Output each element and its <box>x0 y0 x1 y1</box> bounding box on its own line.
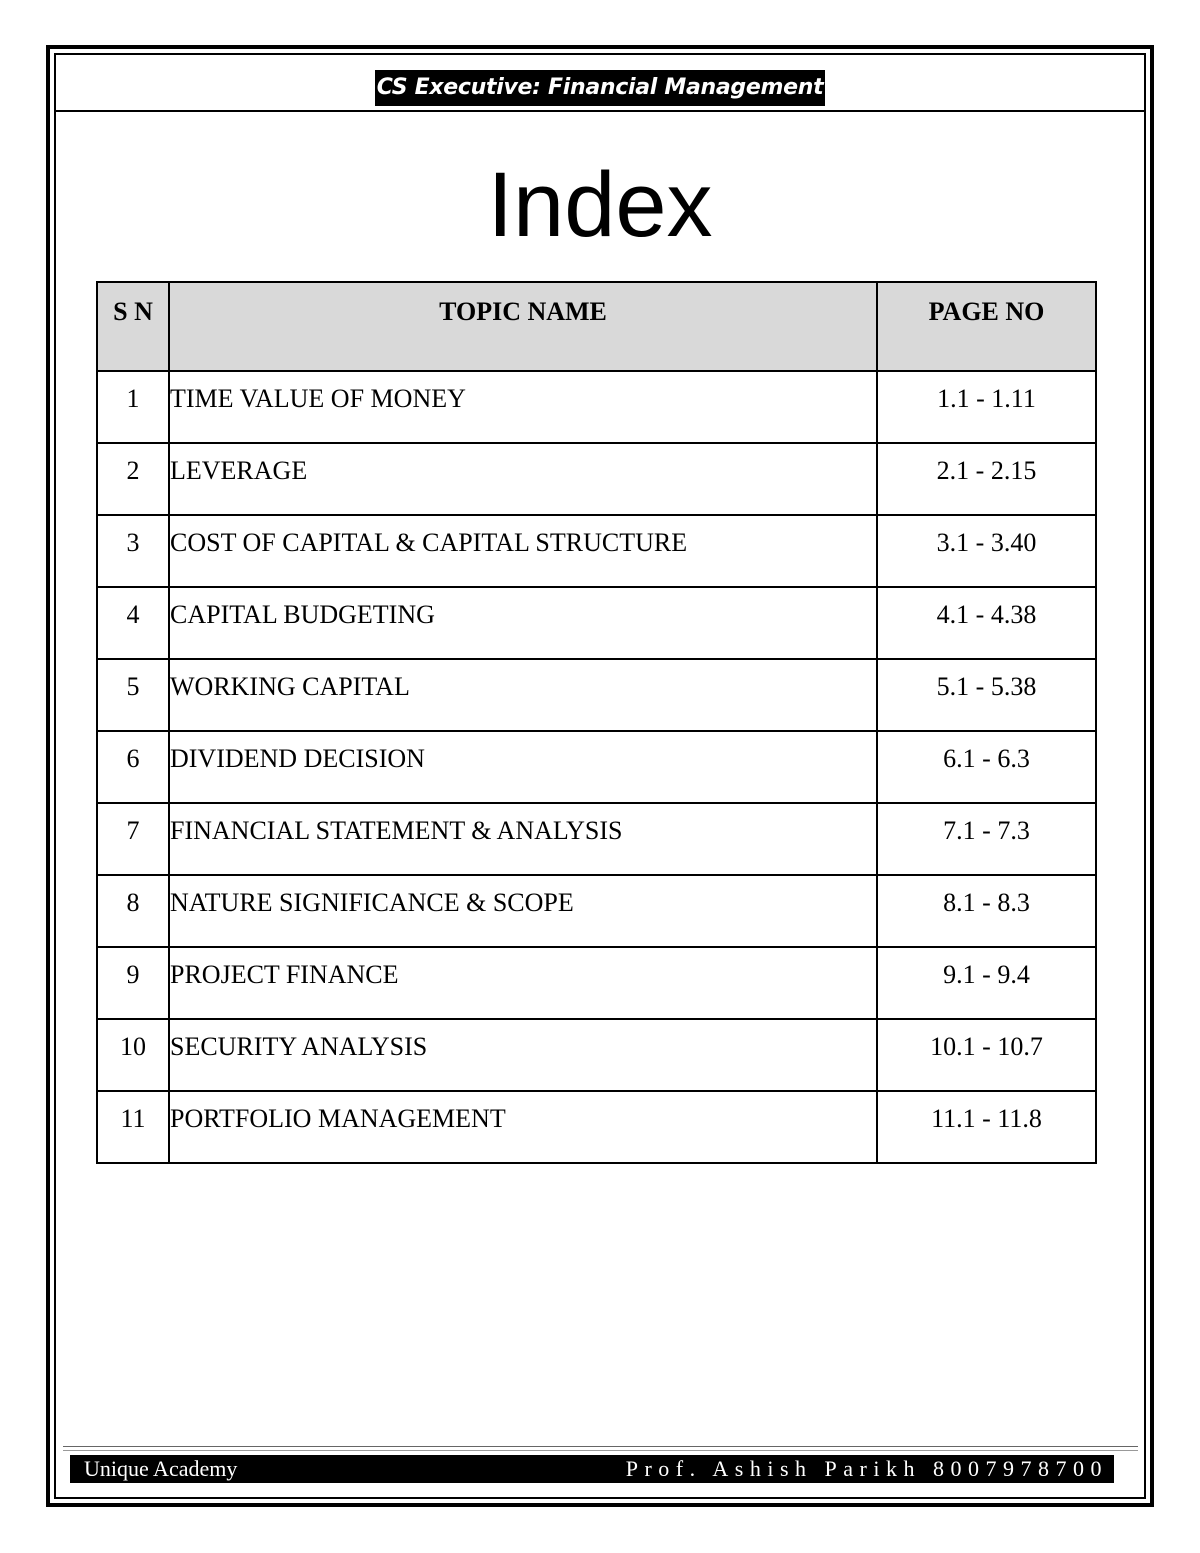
footer-academy-name: Unique Academy <box>84 1456 238 1481</box>
table-row <box>97 803 1096 875</box>
row-sn: 8 <box>97 875 169 947</box>
row-topic: FINANCIAL STATEMENT & ANALYSIS <box>169 803 877 875</box>
row-page: 5.1 - 5.38 <box>877 659 1096 731</box>
page-title: Index <box>487 154 713 256</box>
row-page: 3.1 - 3.40 <box>877 515 1096 587</box>
row-sn: 6 <box>97 731 169 803</box>
row-topic: TIME VALUE OF MONEY <box>169 371 877 443</box>
table-row <box>97 659 1096 731</box>
footer-divider-secondary <box>63 1450 1138 1451</box>
row-sn: 4 <box>97 587 169 659</box>
row-topic: WORKING CAPITAL <box>169 659 877 731</box>
table-row <box>97 947 1096 1019</box>
header-divider <box>55 110 1145 112</box>
row-page: 8.1 - 8.3 <box>877 875 1096 947</box>
running-header <box>0 70 1200 106</box>
table-row <box>97 1019 1096 1091</box>
table-header-row <box>97 282 1096 371</box>
row-page: 11.1 - 11.8 <box>877 1091 1096 1163</box>
row-topic: CAPITAL BUDGETING <box>169 587 877 659</box>
table-row <box>97 731 1096 803</box>
row-page: 2.1 - 2.15 <box>877 443 1096 515</box>
row-topic: PROJECT FINANCE <box>169 947 877 1019</box>
row-topic: COST OF CAPITAL & CAPITAL STRUCTURE <box>169 515 877 587</box>
row-page: 4.1 - 4.38 <box>877 587 1096 659</box>
column-header-page: PAGE NO <box>877 282 1096 371</box>
row-sn: 11 <box>97 1091 169 1163</box>
column-header-topic: TOPIC NAME <box>169 282 877 371</box>
row-page: 9.1 - 9.4 <box>877 947 1096 1019</box>
row-page: 7.1 - 7.3 <box>877 803 1096 875</box>
row-sn: 5 <box>97 659 169 731</box>
row-sn: 7 <box>97 803 169 875</box>
row-sn: 3 <box>97 515 169 587</box>
row-page: 10.1 - 10.7 <box>877 1019 1096 1091</box>
row-topic: NATURE SIGNIFICANCE & SCOPE <box>169 875 877 947</box>
row-topic: PORTFOLIO MANAGEMENT <box>169 1091 877 1163</box>
table-row <box>97 515 1096 587</box>
row-sn: 10 <box>97 1019 169 1091</box>
row-topic: LEVERAGE <box>169 443 877 515</box>
column-header-sn: S N <box>97 282 169 371</box>
table-row <box>97 443 1096 515</box>
table-row <box>97 371 1096 443</box>
row-sn: 9 <box>97 947 169 1019</box>
row-topic: DIVIDEND DECISION <box>169 731 877 803</box>
table-row <box>97 1091 1096 1163</box>
table-row <box>97 587 1096 659</box>
row-page: 1.1 - 1.11 <box>877 371 1096 443</box>
table-row <box>97 875 1096 947</box>
header-title: CS Executive: Financial Management <box>375 70 826 106</box>
footer-divider <box>63 1446 1138 1447</box>
row-sn: 2 <box>97 443 169 515</box>
footer-contact: Prof. Ashish Parikh 8007978700 <box>625 1456 1108 1481</box>
row-topic: SECURITY ANALYSIS <box>169 1019 877 1091</box>
row-page: 6.1 - 6.3 <box>877 731 1096 803</box>
footer-bar <box>70 1455 1114 1483</box>
index-table <box>96 281 1097 1164</box>
row-sn: 1 <box>97 371 169 443</box>
